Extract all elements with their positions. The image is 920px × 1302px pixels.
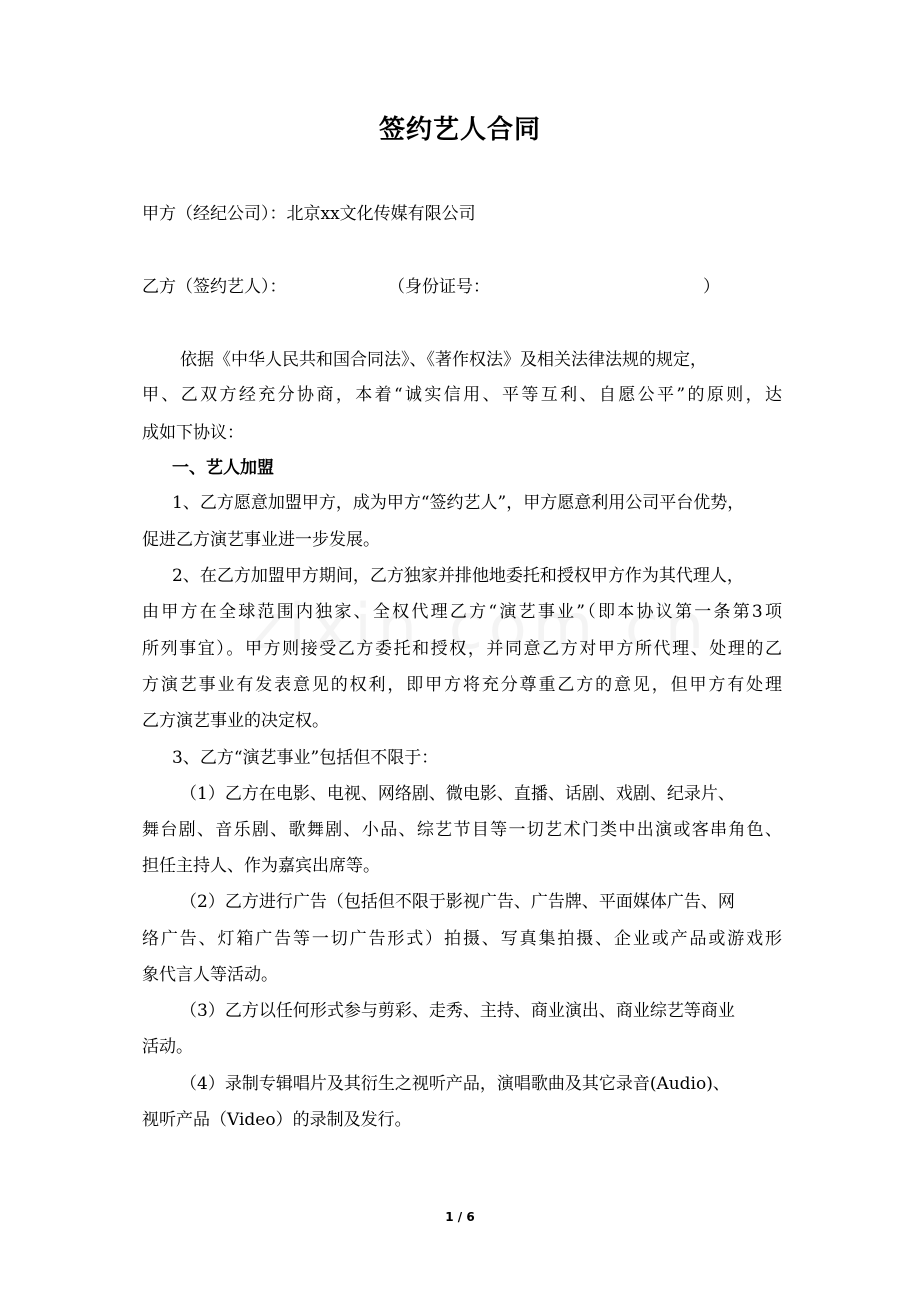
- item-line: 络广告、灯箱广告等一切广告形式）拍摄、写真集拍摄、企业或产品或游戏形: [142, 929, 782, 949]
- clause-line: 由甲方在全球范围内独家、全权代理乙方“演艺事业”（即本协议第一条第3项: [142, 602, 782, 622]
- clause-line: 乙方演艺事业的决定权。: [142, 711, 329, 731]
- party-b-id-label: （身份证号：: [388, 277, 490, 297]
- clause-line: 方演艺事业有发表意见的权利，即甲方将充分尊重乙方的意见，但甲方有处理: [142, 675, 782, 695]
- item-line: （4）录制专辑唱片及其衍生之视听产品，演唱歌曲及其它录音(Audio)、: [180, 1074, 730, 1094]
- preamble-line: 甲、乙双方经充分协商，本着“诚实信用、平等互利、自愿公平”的原则，达: [142, 385, 782, 405]
- preamble-line: 成如下协议：: [142, 423, 244, 443]
- preamble-line: 依据《中华人民共和国合同法》、《著作权法》及相关法律法规的规定，: [180, 350, 707, 370]
- clause-line: 2、在乙方加盟甲方期间，乙方独家并排他地委托和授权甲方作为其代理人，: [172, 566, 744, 586]
- item-line: 担任主持人、作为嘉宾出席等。: [142, 856, 380, 876]
- item-line: （3）乙方以任何形式参与剪彩、走秀、主持、商业演出、商业综艺等商业: [180, 1001, 735, 1021]
- item-line: 象代言人等活动。: [142, 965, 278, 985]
- item-line: （1）乙方在电影、电视、网络剧、微电影、直播、话剧、戏剧、纪录片、: [180, 784, 735, 804]
- party-b-label: 乙方（签约艺人）：: [142, 277, 287, 297]
- item-line: 视听产品（Video）的录制及发行。: [142, 1110, 412, 1130]
- item-line: 舞台剧、音乐剧、歌舞剧、小品、综艺节目等一切艺术门类中出演或客串角色、: [142, 820, 782, 840]
- party-a: 甲方（经纪公司）：北京xx文化传媒有限公司: [142, 204, 476, 224]
- party-b-id-close: ）: [703, 277, 720, 297]
- section-heading: 一、艺人加盟: [172, 458, 274, 478]
- item-line: 活动。: [142, 1037, 193, 1057]
- clause-line: 1、乙方愿意加盟甲方，成为甲方“签约艺人”，甲方愿意利用公司平台优势，: [172, 493, 745, 513]
- clause-line: 3、乙方“演艺事业”包括但不限于：: [172, 748, 439, 768]
- clause-line: 所列事宜）。甲方则接受乙方委托和授权，并同意乙方对甲方所代理、处理的乙: [142, 639, 782, 659]
- clause-line: 促进乙方演艺事业进一步发展。: [142, 530, 380, 550]
- page-number: 1 / 6: [445, 1210, 475, 1224]
- document-title: 签约艺人合同: [378, 115, 541, 145]
- item-line: （2）乙方进行广告（包括但不限于影视广告、广告牌、平面媒体广告、网: [180, 892, 735, 912]
